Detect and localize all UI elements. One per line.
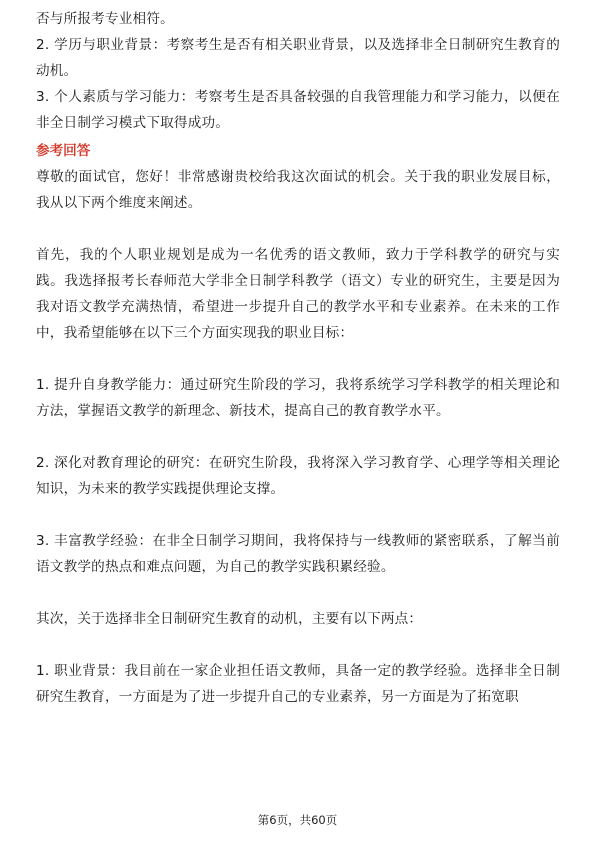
paragraph-4: 尊敬的面试官，您好！非常感谢贵校给我这次面试的机会。关于我的职业发展目标，我从以下两个维度来阐述。 bbox=[36, 169, 560, 211]
section-heading: 参考回答 bbox=[36, 143, 91, 159]
paragraph-6: 1. 提升自身教学能力：通过研究生阶段的学习，我将系统学习学科教学的相关理论和方法，掌握语文教学的新理念、新技术，提高自己的教育教学水平。 bbox=[36, 377, 560, 419]
paragraph-8: 3. 丰富教学经验：在非全日制学习期间，我将保持与一线教师的紧密联系，了解当前语文教学的热点和难点问题，为自己的教学实践积累经验。 bbox=[36, 533, 560, 575]
paragraph-10: 1. 职业背景：我目前在一家企业担任语文教师，具备一定的教学经验。选择非全日制研究生教育，一方面是为了进一步提升自己的专业素养，另一方面是为了拓宽职 bbox=[36, 663, 560, 705]
paragraph-5: 首先，我的个人职业规划是成为一名优秀的语文教师，致力于学科教学的研究与实践。我选择报考长春师范大学非全日制学科教学（语文）专业的研究生，主要是因为我对语文教学充满热情，希望进一步提升自己的教学水平和专业素养。在未来的工作中，我希望能够在以下三个方面实现我的职业目标： bbox=[36, 247, 560, 341]
page-number: 第6页，共60页 bbox=[257, 813, 338, 827]
paragraph-3: 3. 个人素质与学习能力：考察考生是否具备较强的自我管理能力和学习能力，以便在非全日制学习模式下取得成功。 bbox=[36, 89, 560, 131]
document-body bbox=[36, 6, 560, 710]
paragraph-7: 2. 深化对教育理论的研究：在研究生阶段，我将深入学习教育学、心理学等相关理论知识，为未来的教学实践提供理论支撑。 bbox=[36, 455, 560, 497]
paragraph-1: 否与所报考专业相符。 bbox=[36, 11, 174, 27]
paragraph-9: 其次，关于选择非全日制研究生教育的动机，主要有以下两点： bbox=[36, 611, 423, 627]
paragraph-2: 2. 学历与职业背景：考察考生是否有相关职业背景，以及选择非全日制研究生教育的动机。 bbox=[36, 37, 560, 79]
